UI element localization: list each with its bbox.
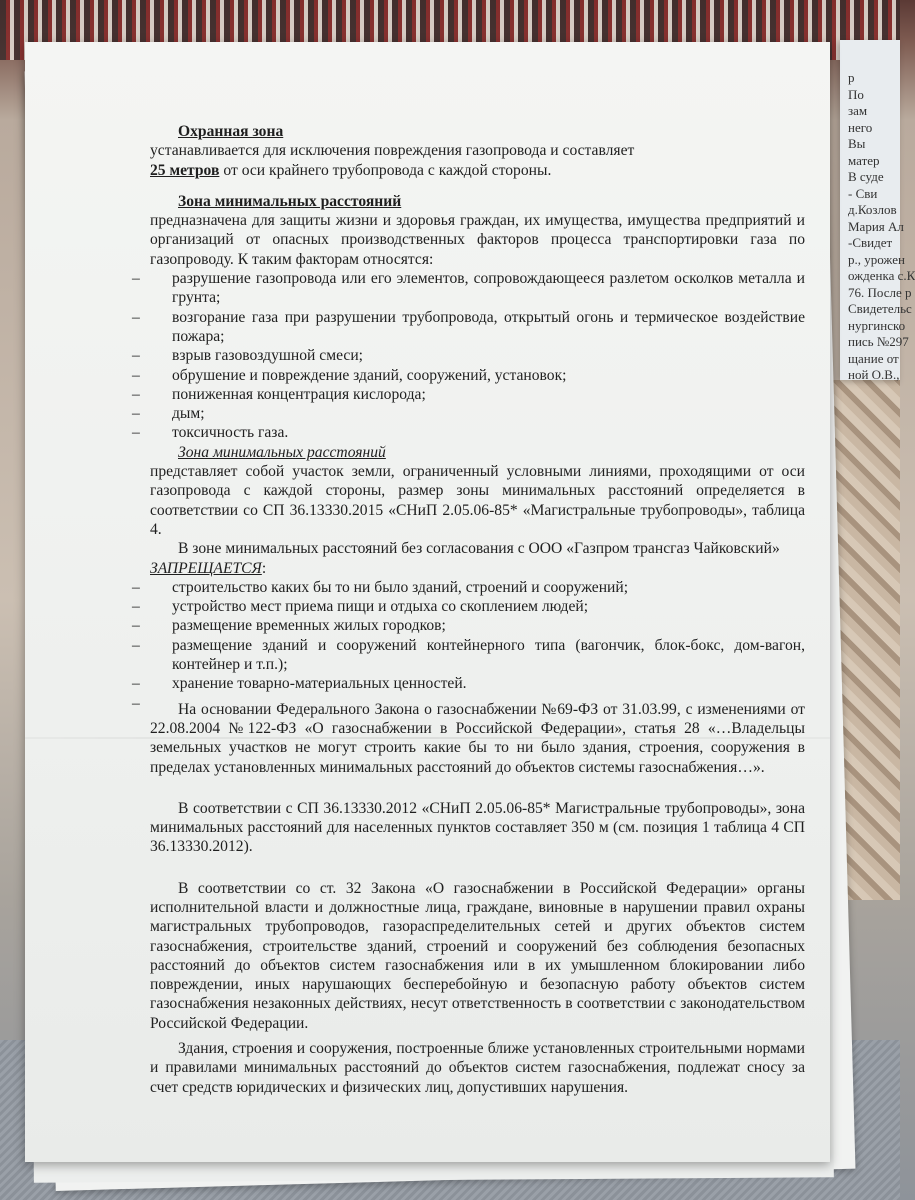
side-document	[840, 40, 915, 382]
prohibited-label: ЗАПРЕЩАЕТСЯ	[150, 559, 262, 577]
list-item	[132, 308, 805, 347]
dash-bullet: –	[132, 636, 140, 654]
list-item	[132, 385, 805, 404]
side-document-text	[848, 70, 915, 384]
side-line: ной О.В.,	[848, 367, 900, 382]
list-item-text: взрыв газовоздушной смеси;	[172, 347, 363, 365]
dash-bullet: –	[132, 617, 140, 635]
distance-25m: 25 метров	[150, 161, 220, 179]
dash-bullet: –	[132, 675, 140, 693]
list-item-text: токсичность газа.	[172, 424, 289, 442]
list-item-text: дым;	[172, 405, 205, 423]
text: представляет собой участок земли, ограниченный условными линиями, проходящими от оси газопровода с каждой стороны, размер зоны минимальных расстояний определяется в соответствии со СП 36.13330.2015 «СНиП 2.05.06-85* «Магистральные трубопроводы», таблица 4.	[150, 463, 805, 538]
side-line: зам	[848, 103, 868, 118]
list-item	[132, 423, 805, 442]
list-item-text: разрушение газопровода или его элементов, сопровождающееся разлетом осколков металла и грунта;	[172, 270, 805, 307]
side-line: По	[848, 86, 864, 102]
list-item-text: строительство каких бы то ни было зданий, строений и сооружений;	[172, 578, 629, 596]
prohibited-list	[132, 578, 805, 712]
side-line: - Сви	[848, 185, 878, 201]
dash-bullet: –	[132, 694, 140, 712]
list-item	[132, 597, 805, 616]
list-item-text: размещение временных жилых городков;	[172, 617, 446, 635]
side-line: р., урожен	[848, 251, 905, 267]
side-line: р	[848, 70, 855, 85]
side-line: Свидетельс	[848, 301, 912, 316]
text: :	[261, 559, 267, 577]
list-item	[132, 404, 805, 423]
side-line: матер	[848, 152, 880, 168]
dash-bullet: –	[132, 366, 140, 384]
dash-bullet: –	[132, 598, 140, 616]
list-item	[132, 578, 805, 597]
text: предназначена для защиты жизни и здоровья граждан, их имущества, имущества предприятий и организаций от опасных производственных факторов процесса транспортировки газа по газопроводу. К таким факторам относятся:	[150, 212, 805, 268]
dash-bullet: –	[132, 270, 140, 288]
term-min-distance-zone: Зона минимальных расстояний	[178, 443, 386, 461]
text: В зоне минимальных расстояний без согласования с ООО «Газпром трансгаз Чайковский»	[178, 540, 780, 558]
list-item	[132, 616, 805, 635]
side-line: -Свидет	[848, 235, 893, 250]
document-page	[25, 42, 830, 1162]
term-protection-zone: Охранная зона	[178, 123, 284, 140]
side-line: 76. После р	[848, 284, 912, 300]
text: от оси крайнего трубопровода с каждой стороны.	[223, 161, 552, 179]
dash-bullet: –	[132, 347, 140, 365]
list-item-text: возгорание газа при разрушении трубопровода, открытый огонь и термическое воздействие пожара;	[172, 308, 805, 345]
paragraph-min-distance-zone	[150, 192, 805, 269]
dash-bullet: –	[132, 308, 140, 326]
paragraph-federal-law: На основании Федерального Закона о газоснабжении №69-ФЗ от 31.03.99, с изменениями от 22.08.2004 №122-ФЗ «О газоснабжении в Российской Федерации», статья 28 «…Владельцы земельных участков не могут строить какие бы то ни было здания, строения, сооружения в пределах установленных минимальных расстояний до объектов системы газоснабжения…».	[150, 700, 805, 776]
dash-bullet: –	[132, 405, 140, 423]
paragraph-prohibited-intro	[150, 539, 805, 578]
list-item-text: хранение товарно-материальных ценностей.	[172, 675, 467, 693]
list-item-text: обрушение и повреждение зданий, сооружений, установок;	[172, 366, 567, 384]
text: устанавливается для исключения повреждения газопровода и составляет	[150, 142, 635, 160]
factors-list	[132, 269, 805, 443]
side-line: пись №297	[848, 334, 909, 349]
side-line: него	[848, 119, 873, 135]
list-item	[132, 636, 805, 675]
paragraph-sp-36: В соответствии с СП 36.13330.2012 «СНиП 2.05.06-85* Магистральные трубопроводы», зона минимальных расстояний для населенных пунктов составляет 350 м (см. позиция 1 таблица 4 СП 36.13330.2012).	[150, 799, 805, 856]
side-line: Вы	[848, 136, 866, 151]
side-line: Мария Ал	[848, 218, 904, 234]
paragraph-article-32: В соответствии со ст. 32 Закона «О газоснабжении в Российской Федерации» органы исполнительной власти и должностные лица, граждане, виновные в нарушении правил охраны магистральных трубопроводов, газораспределительных сетей и других объектов систем газоснабжения, строительстве зданий, строений и сооружений без соблюдения безопасных расстояний до объектов систем газоснабжения или в их умышленном блокировании либо повреждении, иных нарушающих бесперебойную и безопасную работу объектов систем газоснабжения незаконных действиях, несут ответственность в соответствии с законодательством Российской Федерации.	[150, 879, 805, 1032]
list-item	[132, 269, 805, 308]
side-line: нургинско	[848, 317, 906, 333]
side-line: д.Козлов	[848, 202, 897, 217]
list-item-text: пониженная концентрация кислорода;	[172, 385, 426, 403]
document-body	[132, 122, 805, 1097]
list-item-text: размещение зданий и сооружений контейнерного типа (вагончик, блок-бокс, дом-вагон, контейнер и т.п.);	[172, 636, 805, 674]
dash-bullet: –	[132, 385, 140, 403]
side-line: щание от	[848, 350, 899, 366]
dash-bullet: –	[132, 424, 140, 442]
side-line: В суде	[848, 169, 884, 184]
list-item-text: устройство мест приема пищи и отдыха со скоплением людей;	[172, 598, 589, 616]
list-item	[132, 346, 805, 365]
dash-bullet: –	[132, 578, 140, 596]
list-item	[132, 674, 805, 693]
side-line: ожденка с.К	[848, 268, 915, 283]
list-item	[132, 366, 805, 385]
paragraph-demolition: Здания, строения и сооружения, построенные ближе установленных строительными нормами и правилами минимальных расстояний до объектов систем газоснабжения, подлежат сносу за счет средств юридических и физических лиц, допустивших нарушения.	[150, 1040, 805, 1096]
term-min-distance-zone: Зона минимальных расстояний	[178, 192, 402, 210]
paragraph-protection-zone	[150, 122, 805, 180]
paragraph-zone-definition	[150, 443, 805, 539]
